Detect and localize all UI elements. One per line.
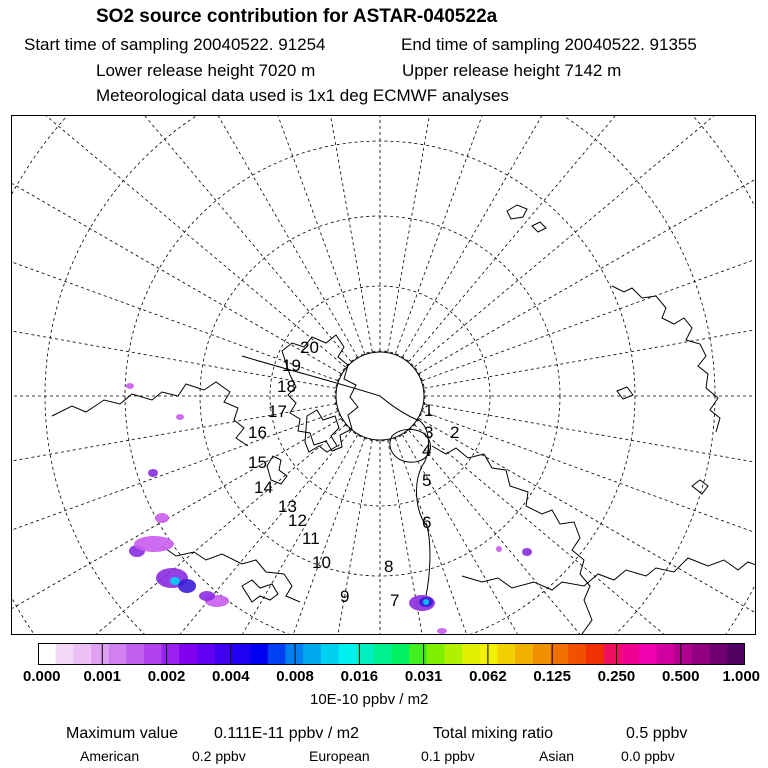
colorbar-swatch bbox=[657, 643, 675, 665]
colorbar-swatch bbox=[56, 643, 74, 665]
polar-map bbox=[11, 115, 756, 635]
colorbar-tick-label: 0.001 bbox=[83, 668, 122, 685]
coastline-scandinavia bbox=[305, 410, 339, 452]
colorbar-swatch bbox=[533, 643, 551, 665]
meridian-line bbox=[414, 116, 756, 367]
plume-blob bbox=[423, 599, 429, 605]
day-label: 17 bbox=[268, 402, 287, 421]
colorbar-tick-label: 0.016 bbox=[340, 668, 379, 685]
region-european-name: European bbox=[309, 748, 370, 764]
total-mixing-value: 0.5 ppbv bbox=[626, 725, 688, 742]
day-label: 18 bbox=[277, 377, 296, 396]
colorbar-swatch bbox=[498, 643, 516, 665]
coastline-north-america bbox=[462, 558, 756, 590]
colorbar-swatch bbox=[250, 643, 268, 665]
coastline-japan bbox=[242, 580, 278, 602]
colorbar-tick-label: 0.000 bbox=[22, 668, 61, 685]
meridian-line bbox=[424, 240, 756, 388]
day-label: 19 bbox=[282, 356, 301, 375]
day-label: 15 bbox=[248, 453, 267, 472]
day-label: 12 bbox=[288, 511, 307, 530]
day-label: 8 bbox=[384, 557, 394, 576]
colorbar-swatch bbox=[197, 643, 215, 665]
plume-blob bbox=[170, 577, 180, 585]
day-label: 11 bbox=[302, 529, 320, 548]
colorbar-swatch bbox=[321, 643, 339, 665]
colorbar-swatch bbox=[91, 643, 109, 665]
region-european-value: 0.1 ppbv bbox=[421, 748, 475, 764]
colorbar-swatch bbox=[674, 643, 692, 665]
met-data-label: Meteorological data used is 1x1 deg ECMWF analyses bbox=[96, 86, 509, 105]
region-asian-name: Asian bbox=[539, 748, 575, 764]
lower-height-label: Lower release height 7020 m bbox=[96, 61, 316, 80]
region-american-name: American bbox=[80, 748, 140, 764]
colorbar-swatch bbox=[303, 643, 321, 665]
meridian-line bbox=[12, 116, 351, 362]
colorbar-tick-label: 0.125 bbox=[533, 668, 571, 685]
meridian-line bbox=[72, 116, 364, 354]
coastline-islands bbox=[507, 205, 708, 494]
meridian-line bbox=[409, 430, 756, 635]
day-label: 1 bbox=[424, 401, 434, 420]
colorbar-swatch bbox=[268, 643, 286, 665]
meridian-line bbox=[419, 116, 756, 374]
meridian-line bbox=[422, 411, 756, 635]
day-label: 4 bbox=[422, 441, 432, 460]
colorbar-tick-label: 0.500 bbox=[661, 668, 700, 685]
colorbar-swatch bbox=[604, 643, 622, 665]
colorbar-swatch bbox=[179, 643, 197, 665]
meridian-line bbox=[419, 419, 756, 636]
colorbar-swatch bbox=[427, 643, 445, 665]
plume-blob bbox=[199, 591, 215, 601]
plume-blob bbox=[178, 579, 196, 593]
upper-height-label: Upper release height 7142 m bbox=[402, 61, 622, 80]
region-american-value: 0.2 ppbv bbox=[192, 748, 246, 764]
colorbar-swatch bbox=[285, 643, 303, 665]
colorbar-swatches bbox=[38, 643, 745, 665]
colorbar-unit: 10E-10 ppbv / m2 bbox=[310, 691, 429, 708]
day-label: 9 bbox=[340, 587, 350, 606]
colorbar-swatch bbox=[144, 643, 162, 665]
plume-blob bbox=[522, 548, 532, 556]
colorbar-swatch bbox=[710, 643, 728, 665]
end-time-label: End time of sampling 20040522. 91355 bbox=[401, 35, 697, 54]
meridian-line bbox=[12, 430, 351, 635]
colorbar-tick-label: 0.004 bbox=[212, 668, 250, 685]
colorbar-swatch bbox=[639, 643, 657, 665]
meridian-line bbox=[388, 116, 536, 352]
colorbar-swatch bbox=[215, 643, 233, 665]
colorbar-swatch bbox=[692, 643, 710, 665]
colorbar-tick-label: 0.062 bbox=[469, 668, 507, 685]
max-value-label: Maximum value bbox=[66, 725, 179, 742]
day-label: 14 bbox=[254, 478, 273, 497]
colorbar-swatch bbox=[621, 643, 639, 665]
meridian-line bbox=[395, 438, 687, 635]
colorbar-tick-label: 0.250 bbox=[597, 668, 636, 685]
colorbar-swatch bbox=[551, 643, 569, 665]
colorbar-tick-label: 1.000 bbox=[722, 668, 761, 685]
colorbar-swatch bbox=[445, 643, 463, 665]
meridian-line bbox=[224, 116, 372, 352]
day-label: 7 bbox=[390, 591, 400, 610]
plume-blob bbox=[496, 546, 502, 552]
so2-plume bbox=[126, 383, 532, 634]
colorbar-swatch bbox=[126, 643, 144, 665]
colorbar-swatch bbox=[515, 643, 533, 665]
colorbar bbox=[38, 643, 745, 665]
plume-blob bbox=[437, 628, 447, 634]
start-time-label: Start time of sampling 20040522. 91254 bbox=[24, 35, 326, 54]
coastline-alaska bbox=[612, 286, 720, 432]
day-label: 6 bbox=[422, 513, 432, 532]
colorbar-swatch bbox=[727, 643, 745, 665]
meridian-line bbox=[12, 116, 341, 374]
map-canvas bbox=[12, 116, 756, 635]
colorbar-swatch bbox=[462, 643, 480, 665]
meridian-line bbox=[12, 116, 346, 367]
plume-blob bbox=[134, 536, 174, 552]
colorbar-tick-label: 0.031 bbox=[404, 668, 443, 685]
colorbar-swatch bbox=[162, 643, 180, 665]
meridian-line bbox=[422, 116, 756, 381]
plume-blob bbox=[148, 469, 158, 477]
page-title: SO2 source contribution for ASTAR-040522a bbox=[96, 6, 498, 27]
plume-blob bbox=[176, 414, 184, 420]
total-mixing-label: Total mixing ratio bbox=[433, 725, 554, 742]
colorbar-swatch bbox=[232, 643, 250, 665]
colorbar-swatch bbox=[109, 643, 127, 665]
day-label: 20 bbox=[300, 338, 319, 357]
plume-blob bbox=[155, 513, 169, 523]
meridian-line bbox=[424, 404, 756, 552]
day-label: 3 bbox=[424, 423, 434, 442]
meridian-line bbox=[12, 404, 336, 552]
day-label: 13 bbox=[278, 497, 297, 516]
meridian-line bbox=[12, 116, 338, 381]
colorbar-tick-label: 0.002 bbox=[147, 668, 186, 685]
meridian-line bbox=[409, 116, 756, 362]
day-label: 16 bbox=[248, 423, 267, 442]
colorbar-swatch bbox=[586, 643, 604, 665]
meridian-line bbox=[12, 116, 358, 357]
plume-blob bbox=[126, 383, 134, 389]
day-label: 10 bbox=[312, 553, 331, 572]
max-value: 0.111E-11 ppbv / m2 bbox=[214, 725, 359, 742]
colorbar-swatch bbox=[374, 643, 392, 665]
day-label: 2 bbox=[450, 423, 460, 442]
colorbar-tick-label: 0.008 bbox=[276, 668, 314, 685]
colorbar-swatch bbox=[73, 643, 91, 665]
colorbar-swatch bbox=[480, 643, 498, 665]
colorbar-swatch bbox=[38, 643, 56, 665]
day-label: 5 bbox=[422, 471, 432, 490]
colorbar-swatch bbox=[568, 643, 586, 665]
region-asian-value: 0.0 ppbv bbox=[621, 748, 675, 764]
colorbar-swatch bbox=[338, 643, 356, 665]
colorbar-swatch bbox=[392, 643, 410, 665]
meridian-line bbox=[395, 116, 687, 354]
colorbar-swatch bbox=[409, 643, 427, 665]
